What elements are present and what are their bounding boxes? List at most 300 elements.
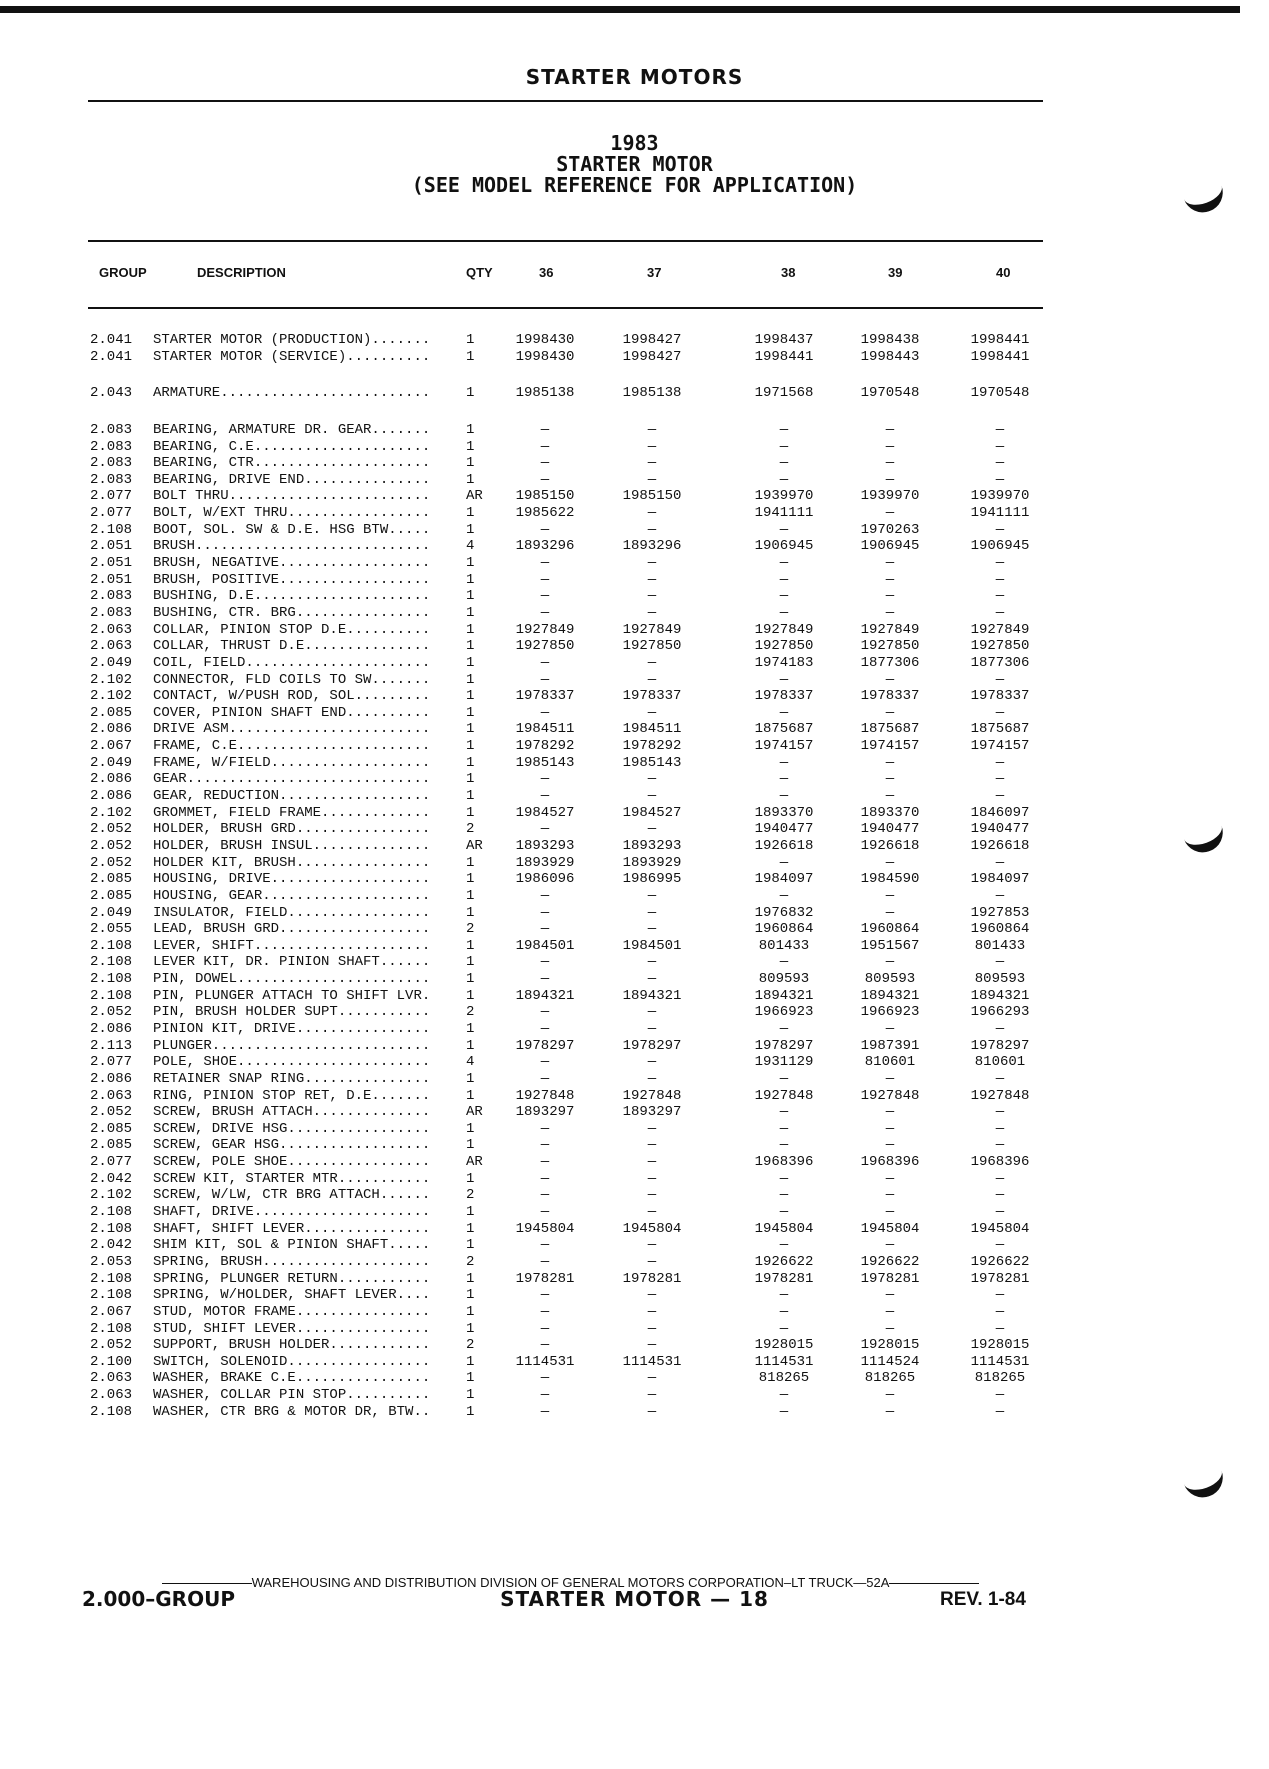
row-part-38: — xyxy=(779,704,789,721)
row-part-40: — xyxy=(995,604,1005,621)
row-part-39: — xyxy=(885,671,895,688)
table-row xyxy=(0,385,1269,402)
row-group: 2.108 xyxy=(90,521,133,538)
row-qty: 1 xyxy=(466,1137,475,1154)
row-group: 2.041 xyxy=(90,348,133,365)
row-group: 2.052 xyxy=(90,854,133,871)
row-description: ARMATURE......................... xyxy=(153,385,431,402)
row-group: 2.086 xyxy=(90,1070,133,1087)
row-part-36: 1978281 xyxy=(515,1270,575,1287)
row-part-38: — xyxy=(779,788,789,805)
row-part-38: — xyxy=(779,1320,789,1337)
row-description: SPRING, PLUNGER RETURN........... xyxy=(153,1270,431,1287)
row-part-39: — xyxy=(885,1137,895,1154)
table-row xyxy=(0,738,1269,755)
row-qty: 1 xyxy=(466,1403,475,1420)
row-part-38: 1927848 xyxy=(754,1087,814,1104)
row-part-37: 1927849 xyxy=(622,621,682,638)
row-description: LEVER, SHIFT..................... xyxy=(153,937,431,954)
row-part-37: — xyxy=(647,1303,657,1320)
row-part-39: — xyxy=(885,1403,895,1420)
row-part-36: — xyxy=(540,1020,550,1037)
row-description: CONNECTOR, FLD COILS TO SW....... xyxy=(153,671,431,688)
row-part-38: 1945804 xyxy=(754,1220,814,1237)
section-header: STARTER MOTORS xyxy=(525,65,744,89)
row-part-38: 1960864 xyxy=(754,921,814,938)
row-group: 2.083 xyxy=(90,588,133,605)
row-part-37: — xyxy=(647,1070,657,1087)
row-qty: 1 xyxy=(466,937,475,954)
row-qty: 1 xyxy=(466,971,475,988)
row-part-36: — xyxy=(540,421,550,438)
row-part-39: — xyxy=(885,555,895,572)
row-part-40: 1875687 xyxy=(970,721,1030,738)
row-part-39: — xyxy=(885,1187,895,1204)
row-part-37: — xyxy=(647,887,657,904)
table-row xyxy=(0,1088,1269,1105)
row-part-37: — xyxy=(647,1170,657,1187)
row-part-38: 801433 xyxy=(758,937,810,954)
row-group: 2.049 xyxy=(90,654,133,671)
row-part-37: — xyxy=(647,1154,657,1171)
row-part-38: 1927850 xyxy=(754,638,814,655)
row-description: RETAINER SNAP RING............... xyxy=(153,1070,431,1087)
row-group: 2.052 xyxy=(90,1337,133,1354)
row-description: BUSHING, CTR. BRG................ xyxy=(153,604,431,621)
row-group: 2.042 xyxy=(90,1170,133,1187)
row-qty: 1 xyxy=(466,671,475,688)
row-part-39: 1877306 xyxy=(860,654,920,671)
row-description: PIN, BRUSH HOLDER SUPT........... xyxy=(153,1004,431,1021)
row-part-36: — xyxy=(540,921,550,938)
row-description: HOLDER, BRUSH INSUL.............. xyxy=(153,837,431,854)
row-description: STARTER MOTOR (PRODUCTION)....... xyxy=(153,332,431,348)
row-qty: 1 xyxy=(466,638,475,655)
row-description: PIN, DOWEL....................... xyxy=(153,971,431,988)
row-part-37: 1998427 xyxy=(622,348,682,365)
row-part-39: — xyxy=(885,771,895,788)
row-part-36: 1984501 xyxy=(515,937,575,954)
row-part-37: 1114531 xyxy=(622,1353,682,1370)
row-part-38: — xyxy=(779,1137,789,1154)
row-part-39: — xyxy=(885,1287,895,1304)
row-part-37: — xyxy=(647,1054,657,1071)
table-header-rule xyxy=(88,307,1043,309)
row-part-39: — xyxy=(885,455,895,472)
row-qty: 1 xyxy=(466,1070,475,1087)
row-qty: 1 xyxy=(466,654,475,671)
row-part-40: 1877306 xyxy=(970,654,1030,671)
row-description: BOOT, SOL. SW & D.E. HSG BTW..... xyxy=(153,521,431,538)
table-row xyxy=(0,855,1269,872)
row-description: HOLDER KIT, BRUSH................ xyxy=(153,854,431,871)
row-part-37: 1927848 xyxy=(622,1087,682,1104)
row-part-36: — xyxy=(540,1237,550,1254)
row-part-36: 1978292 xyxy=(515,738,575,755)
row-description: RING, PINION STOP RET, D.E....... xyxy=(153,1087,431,1104)
row-description: SHAFT, SHIFT LEVER............... xyxy=(153,1220,431,1237)
row-part-40: 1939970 xyxy=(970,488,1030,505)
table-row xyxy=(0,672,1269,689)
row-part-37: 1985150 xyxy=(622,488,682,505)
row-qty: 1 xyxy=(466,421,475,438)
row-part-36: — xyxy=(540,1187,550,1204)
table-row xyxy=(0,588,1269,605)
row-part-38: — xyxy=(779,1403,789,1420)
row-group: 2.043 xyxy=(90,385,133,402)
table-row xyxy=(0,1304,1269,1321)
row-description: BEARING, ARMATURE DR. GEAR....... xyxy=(153,421,431,438)
row-group: 2.086 xyxy=(90,721,133,738)
row-part-39: 1978337 xyxy=(860,688,920,705)
row-part-37: — xyxy=(647,1337,657,1354)
row-part-37: 1985138 xyxy=(622,385,682,402)
row-qty: 1 xyxy=(466,471,475,488)
row-part-38: — xyxy=(779,1303,789,1320)
row-part-38: 1968396 xyxy=(754,1154,814,1171)
table-row xyxy=(0,988,1269,1005)
row-part-39: 1927848 xyxy=(860,1087,920,1104)
row-part-37: 1893293 xyxy=(622,837,682,854)
row-part-40: — xyxy=(995,1120,1005,1137)
row-qty: AR xyxy=(466,488,483,505)
row-part-36: 1114531 xyxy=(515,1353,575,1370)
row-qty: 1 xyxy=(466,704,475,721)
table-row xyxy=(0,1071,1269,1088)
row-part-37: — xyxy=(647,438,657,455)
row-qty: 1 xyxy=(466,385,475,402)
row-description: STUD, MOTOR FRAME................ xyxy=(153,1303,431,1320)
row-part-39: — xyxy=(885,438,895,455)
table-row xyxy=(0,332,1269,349)
row-part-39: 1960864 xyxy=(860,921,920,938)
row-part-39: — xyxy=(885,1104,895,1121)
row-part-36: — xyxy=(540,471,550,488)
row-part-40: — xyxy=(995,1020,1005,1037)
table-row xyxy=(0,871,1269,888)
table-row xyxy=(0,1187,1269,1204)
row-description: BEARING, CTR..................... xyxy=(153,455,431,472)
row-qty: 1 xyxy=(466,505,475,522)
row-qty: 1 xyxy=(466,1387,475,1404)
header-rule xyxy=(88,100,1043,102)
row-group: 2.063 xyxy=(90,1087,133,1104)
row-qty: 1 xyxy=(466,1353,475,1370)
row-part-39: — xyxy=(885,904,895,921)
row-part-39: — xyxy=(885,887,895,904)
row-description: WASHER, CTR BRG & MOTOR DR, BTW.. xyxy=(153,1403,431,1420)
row-group: 2.051 xyxy=(90,538,133,555)
row-part-36: — xyxy=(540,671,550,688)
row-group: 2.063 xyxy=(90,1387,133,1404)
table-row xyxy=(0,1404,1269,1421)
row-part-36: — xyxy=(540,1387,550,1404)
row-qty: 1 xyxy=(466,904,475,921)
row-part-37: 1894321 xyxy=(622,987,682,1004)
row-part-36: — xyxy=(540,971,550,988)
row-qty: 2 xyxy=(466,821,475,838)
row-group: 2.042 xyxy=(90,1237,133,1254)
row-part-40: 1998441 xyxy=(970,348,1030,365)
row-part-38: 1928015 xyxy=(754,1337,814,1354)
row-part-37: — xyxy=(647,971,657,988)
row-part-40: — xyxy=(995,555,1005,572)
table-row xyxy=(0,1387,1269,1404)
row-part-39: — xyxy=(885,788,895,805)
table-row xyxy=(0,1121,1269,1138)
row-part-37: 1984527 xyxy=(622,804,682,821)
row-part-39: 1927850 xyxy=(860,638,920,655)
row-part-38: 1875687 xyxy=(754,721,814,738)
table-row xyxy=(0,505,1269,522)
row-part-40: — xyxy=(995,954,1005,971)
row-part-39: — xyxy=(885,588,895,605)
row-part-38: 1984097 xyxy=(754,871,814,888)
row-part-40: 1974157 xyxy=(970,738,1030,755)
row-qty: 4 xyxy=(466,538,475,555)
row-qty: 1 xyxy=(466,871,475,888)
row-description: HOUSING, GEAR.................... xyxy=(153,887,431,904)
row-part-39: 1927849 xyxy=(860,621,920,638)
row-part-40: — xyxy=(995,704,1005,721)
row-group: 2.077 xyxy=(90,488,133,505)
row-part-39: 1926622 xyxy=(860,1253,920,1270)
row-part-38: — xyxy=(779,555,789,572)
row-part-38: 809593 xyxy=(758,971,810,988)
table-row xyxy=(0,1254,1269,1271)
row-part-36: — xyxy=(540,1253,550,1270)
binder-hole-mark xyxy=(1182,1464,1229,1503)
row-part-40: 1927850 xyxy=(970,638,1030,655)
row-part-37: 1945804 xyxy=(622,1220,682,1237)
row-part-40: 1926618 xyxy=(970,837,1030,854)
table-row xyxy=(0,1038,1269,1055)
row-part-37: — xyxy=(647,704,657,721)
row-description: INSULATOR, FIELD................. xyxy=(153,904,431,921)
row-part-36: — xyxy=(540,1054,550,1071)
row-part-38: — xyxy=(779,1237,789,1254)
table-row xyxy=(0,954,1269,971)
row-group: 2.083 xyxy=(90,455,133,472)
row-part-40: — xyxy=(995,1187,1005,1204)
row-description: GROMMET, FIELD FRAME............. xyxy=(153,804,431,821)
row-description: SCREW KIT, STARTER MTR........... xyxy=(153,1170,431,1187)
row-part-38: 1893370 xyxy=(754,804,814,821)
row-description: SHAFT, DRIVE..................... xyxy=(153,1204,431,1221)
row-part-39: 1893370 xyxy=(860,804,920,821)
row-part-40: — xyxy=(995,455,1005,472)
row-part-36: — xyxy=(540,555,550,572)
row-part-39: — xyxy=(885,571,895,588)
row-description: COVER, PINION SHAFT END.......... xyxy=(153,704,431,721)
row-part-37: — xyxy=(647,904,657,921)
row-part-38: — xyxy=(779,588,789,605)
footer-revision: REV. 1-84 xyxy=(940,1589,1026,1610)
col-header-qty: QTY xyxy=(466,265,493,280)
row-part-36: 1985622 xyxy=(515,505,575,522)
row-qty: 1 xyxy=(466,1170,475,1187)
row-part-39: 1114524 xyxy=(860,1353,920,1370)
row-qty: 1 xyxy=(466,1020,475,1037)
row-group: 2.085 xyxy=(90,1137,133,1154)
row-part-36: 1927848 xyxy=(515,1087,575,1104)
row-part-38: — xyxy=(779,1287,789,1304)
table-row xyxy=(0,1104,1269,1121)
row-description: BRUSH............................ xyxy=(153,538,431,555)
table-row xyxy=(0,755,1269,772)
row-part-38: 1931129 xyxy=(754,1054,814,1071)
row-group: 2.113 xyxy=(90,1037,133,1054)
row-part-38: — xyxy=(779,471,789,488)
row-part-37: 1978292 xyxy=(622,738,682,755)
row-part-36: — xyxy=(540,1303,550,1320)
row-qty: 1 xyxy=(466,754,475,771)
row-group: 2.052 xyxy=(90,821,133,838)
row-group: 2.102 xyxy=(90,1187,133,1204)
row-group: 2.100 xyxy=(90,1353,133,1370)
row-part-38: — xyxy=(779,455,789,472)
row-qty: 2 xyxy=(466,1004,475,1021)
row-part-37: — xyxy=(647,421,657,438)
row-part-40: 801433 xyxy=(974,937,1026,954)
row-description: COLLAR, PINION STOP D.E.......... xyxy=(153,621,431,638)
row-part-38: — xyxy=(779,1120,789,1137)
row-group: 2.052 xyxy=(90,1104,133,1121)
row-part-37: — xyxy=(647,555,657,572)
table-row xyxy=(0,1204,1269,1221)
row-part-36: — xyxy=(540,1403,550,1420)
row-part-36: — xyxy=(540,1004,550,1021)
table-row xyxy=(0,1237,1269,1254)
row-group: 2.055 xyxy=(90,921,133,938)
row-part-38: — xyxy=(779,1104,789,1121)
row-group: 2.063 xyxy=(90,621,133,638)
row-part-40: 1894321 xyxy=(970,987,1030,1004)
table-row xyxy=(0,349,1269,366)
row-description: WASHER, BRAKE C.E................ xyxy=(153,1370,431,1387)
table-row xyxy=(0,439,1269,456)
row-part-39: 1974157 xyxy=(860,738,920,755)
row-part-40: — xyxy=(995,1070,1005,1087)
table-row xyxy=(0,1054,1269,1071)
row-qty: 1 xyxy=(466,954,475,971)
row-qty: 2 xyxy=(466,1187,475,1204)
row-part-39: — xyxy=(885,1070,895,1087)
row-part-37: 1978297 xyxy=(622,1037,682,1054)
row-part-37: — xyxy=(647,1204,657,1221)
row-part-38: 1998437 xyxy=(754,332,814,348)
row-part-37: — xyxy=(647,1237,657,1254)
row-part-39: 1926618 xyxy=(860,837,920,854)
row-part-37: — xyxy=(647,1387,657,1404)
row-part-40: — xyxy=(995,1403,1005,1420)
col-header-40: 40 xyxy=(996,265,1011,280)
row-part-38: 1978337 xyxy=(754,688,814,705)
row-qty: 1 xyxy=(466,887,475,904)
row-part-38: — xyxy=(779,854,789,871)
row-part-39: — xyxy=(885,505,895,522)
row-description: CONTACT, W/PUSH ROD, SOL......... xyxy=(153,688,431,705)
row-description: BOLT, W/EXT THRU................. xyxy=(153,505,431,522)
row-part-36: — xyxy=(540,1070,550,1087)
table-row xyxy=(0,538,1269,555)
row-group: 2.108 xyxy=(90,1220,133,1237)
row-part-39: — xyxy=(885,1320,895,1337)
row-part-37: 1978281 xyxy=(622,1270,682,1287)
row-group: 2.083 xyxy=(90,421,133,438)
row-part-37: 1984511 xyxy=(622,721,682,738)
row-part-36: — xyxy=(540,654,550,671)
row-part-37: — xyxy=(647,1320,657,1337)
row-group: 2.086 xyxy=(90,788,133,805)
table-row xyxy=(0,805,1269,822)
row-part-39: 1970548 xyxy=(860,385,920,402)
row-qty: 1 xyxy=(466,804,475,821)
row-group: 2.108 xyxy=(90,987,133,1004)
row-qty: 1 xyxy=(466,1037,475,1054)
row-part-37: 1985143 xyxy=(622,754,682,771)
row-qty: 1 xyxy=(466,1237,475,1254)
row-part-40: 1945804 xyxy=(970,1220,1030,1237)
row-group: 2.085 xyxy=(90,871,133,888)
row-part-38: 1894321 xyxy=(754,987,814,1004)
row-description: SCREW, DRIVE HSG................. xyxy=(153,1120,431,1137)
row-part-36: 1998430 xyxy=(515,332,575,348)
row-description: SCREW, GEAR HSG.................. xyxy=(153,1137,431,1154)
row-group: 2.083 xyxy=(90,471,133,488)
row-part-38: — xyxy=(779,887,789,904)
row-part-40: 1960864 xyxy=(970,921,1030,938)
footer-group: 2.000–GROUP xyxy=(82,1587,235,1611)
table-row xyxy=(0,905,1269,922)
row-qty: 2 xyxy=(466,1253,475,1270)
row-part-36: 1927850 xyxy=(515,638,575,655)
row-qty: 1 xyxy=(466,688,475,705)
row-description: BRUSH, POSITIVE.................. xyxy=(153,571,431,588)
col-header-36: 36 xyxy=(539,265,554,280)
row-part-36: — xyxy=(540,604,550,621)
row-part-40: 1966293 xyxy=(970,1004,1030,1021)
row-description: WASHER, COLLAR PIN STOP.......... xyxy=(153,1387,431,1404)
row-description: FRAME, C.E....................... xyxy=(153,738,431,755)
row-part-37: — xyxy=(647,1370,657,1387)
row-part-40: 1928015 xyxy=(970,1337,1030,1354)
row-part-38: 1976832 xyxy=(754,904,814,921)
row-description: PLUNGER.......................... xyxy=(153,1037,431,1054)
table-row xyxy=(0,788,1269,805)
table-row xyxy=(0,705,1269,722)
row-part-36: 1893297 xyxy=(515,1104,575,1121)
row-part-39: 1951567 xyxy=(860,937,920,954)
row-part-38: — xyxy=(779,1070,789,1087)
row-group: 2.085 xyxy=(90,1120,133,1137)
row-part-38: — xyxy=(779,1020,789,1037)
footer-division: WAREHOUSING AND DISTRIBUTION DIVISION OF GENERAL MOTORS CORPORATION–LT TRUCK—52A xyxy=(251,1575,890,1590)
row-part-39: 1945804 xyxy=(860,1220,920,1237)
row-group: 2.108 xyxy=(90,971,133,988)
row-part-36: — xyxy=(540,521,550,538)
row-part-40: — xyxy=(995,1204,1005,1221)
row-part-40: — xyxy=(995,1170,1005,1187)
row-qty: 1 xyxy=(466,854,475,871)
row-part-36: 1984527 xyxy=(515,804,575,821)
table-row xyxy=(0,838,1269,855)
row-part-40: — xyxy=(995,521,1005,538)
row-part-36: 1927849 xyxy=(515,621,575,638)
row-group: 2.049 xyxy=(90,754,133,771)
row-part-36: 1985143 xyxy=(515,754,575,771)
row-qty: 1 xyxy=(466,1270,475,1287)
